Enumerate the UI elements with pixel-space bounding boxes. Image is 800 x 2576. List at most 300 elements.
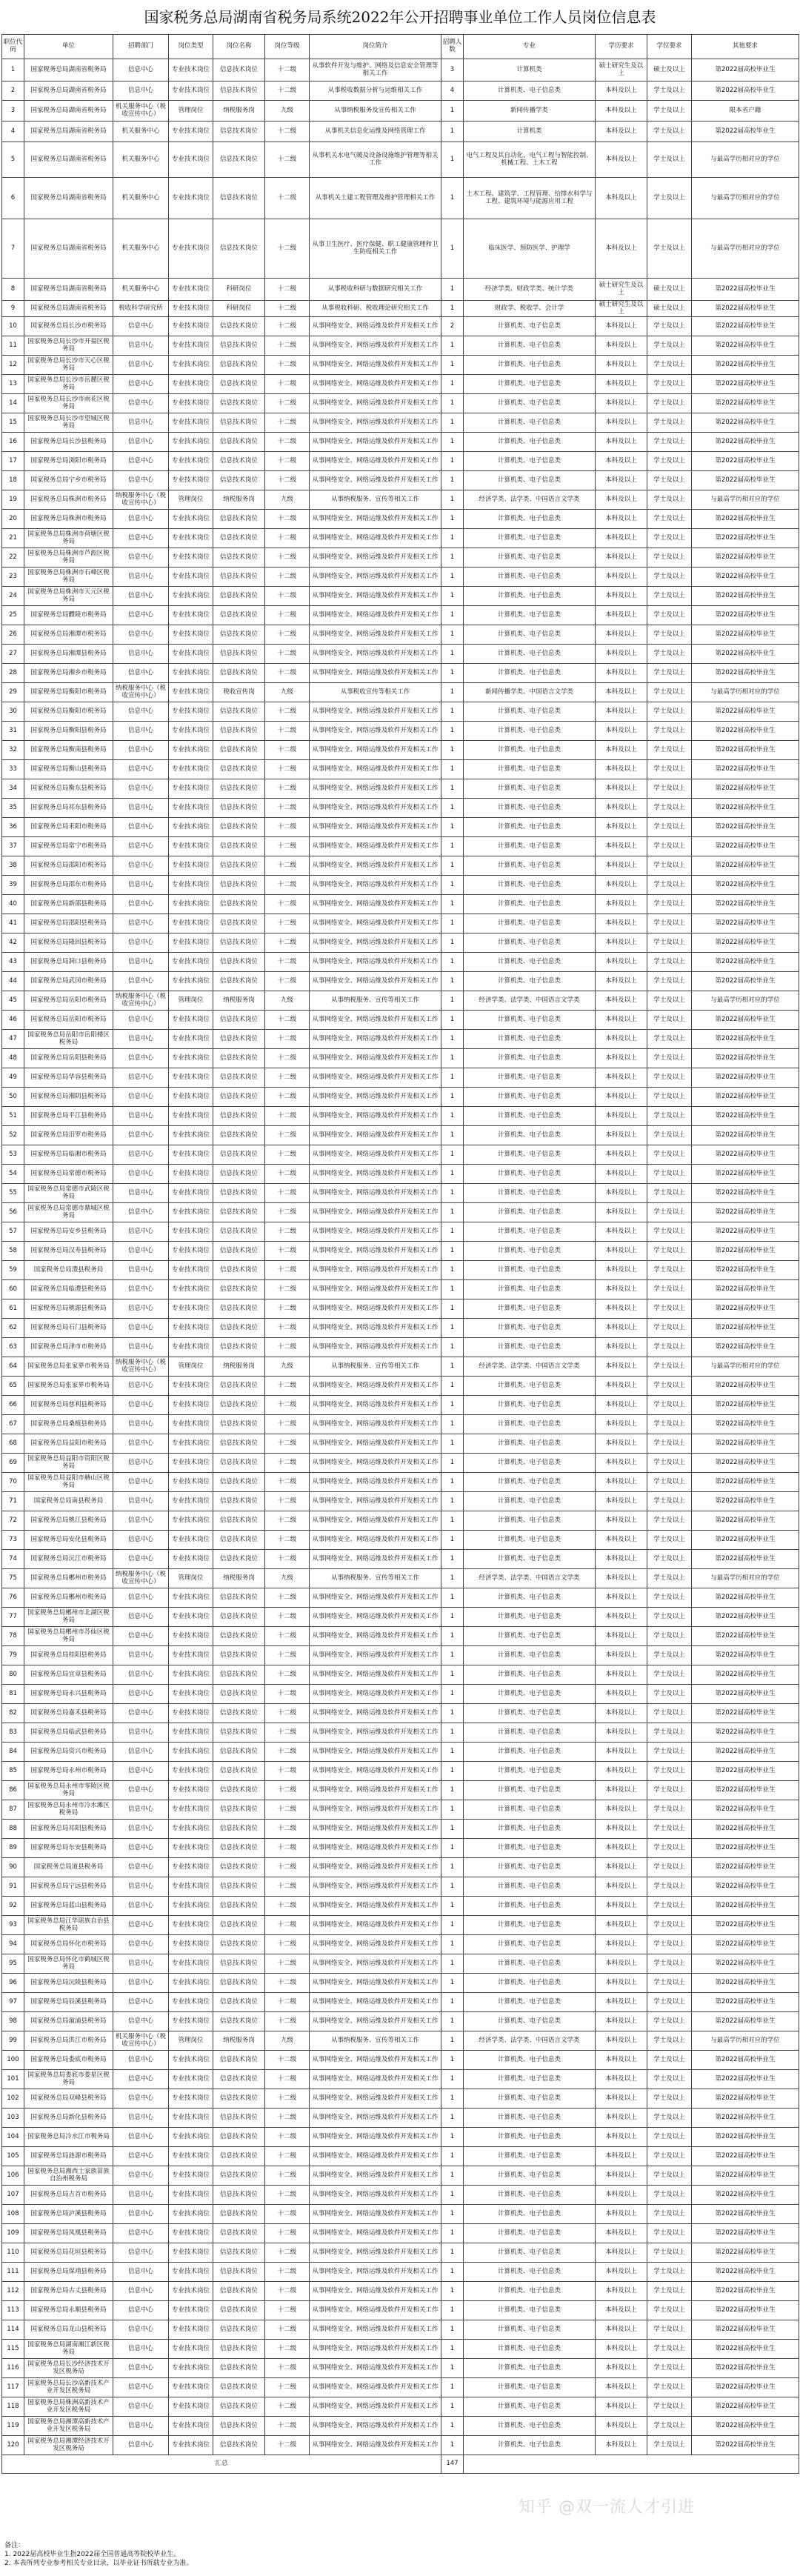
cell-unit: 国家税务总局湖南省税务局 xyxy=(24,301,113,317)
cell-headcount: 1 xyxy=(441,1704,464,1723)
cell-department: 信息中心 xyxy=(113,336,169,356)
cell-post-level: 十二级 xyxy=(265,779,310,799)
cell-post-name: 信息技术岗位 xyxy=(213,741,265,760)
cell-major: 计算机类、电子信息类 xyxy=(464,81,596,101)
cell-other-requirements: 与最高学历相对应的学位 xyxy=(692,142,799,178)
cell-major: 计算机类、电子信息类 xyxy=(464,2205,596,2224)
cell-post-level: 十二级 xyxy=(265,818,310,837)
cell-education: 本科及以上 xyxy=(596,1993,647,2012)
cell-code: 69 xyxy=(2,1454,24,1473)
cell-department: 信息中心 xyxy=(113,1299,169,1319)
cell-code: 118 xyxy=(2,2397,24,2417)
cell-post-name: 信息技术岗位 xyxy=(213,1974,265,1993)
cell-education: 本科及以上 xyxy=(596,122,647,142)
cell-post-level: 十二级 xyxy=(265,2436,310,2455)
cell-headcount: 1 xyxy=(441,914,464,933)
cell-education: 本科及以上 xyxy=(596,1858,647,1877)
cell-post-description: 从事网络安全、网络运维及软件开发相关工作 xyxy=(310,1974,441,1993)
cell-department: 信息中心 xyxy=(113,1839,169,1858)
cell-major: 计算机类、电子信息类 xyxy=(464,1877,596,1897)
cell-headcount: 1 xyxy=(441,1897,464,1916)
cell-other-requirements: 第2022届高校毕业生 xyxy=(692,2340,799,2359)
cell-education: 本科及以上 xyxy=(596,2186,647,2205)
cell-unit: 国家税务总局永州市零陵区税务局 xyxy=(24,1781,113,1800)
cell-headcount: 1 xyxy=(441,1126,464,1145)
cell-education: 本科及以上 xyxy=(596,471,647,490)
cell-headcount: 1 xyxy=(441,2205,464,2224)
cell-post-description: 从事网络安全、网络运维及软件开发相关工作 xyxy=(310,895,441,914)
cell-other-requirements: 第2022届高校毕业生 xyxy=(692,81,799,101)
cell-major: 计算机类、电子信息类 xyxy=(464,972,596,991)
cell-major: 计算机类、电子信息类 xyxy=(464,1299,596,1319)
cell-post-type: 专业技术岗位 xyxy=(169,1068,213,1088)
cell-post-name: 信息技术岗位 xyxy=(213,317,265,336)
table-row xyxy=(2,142,799,178)
cell-department: 纳税服务中心（税收宣传中心） xyxy=(113,490,169,510)
table-row xyxy=(2,683,799,702)
cell-code: 85 xyxy=(2,1762,24,1781)
cell-post-name: 信息技术岗位 xyxy=(213,336,265,356)
cell-unit: 国家税务总局武冈市税务局 xyxy=(24,972,113,991)
cell-post-description: 从事网络安全、网络运维及软件开发相关工作 xyxy=(310,1954,441,1974)
cell-post-description: 从事网络安全、网络运维及软件开发相关工作 xyxy=(310,1743,441,1762)
cell-department: 信息中心 xyxy=(113,1434,169,1454)
cell-post-name: 信息技术岗位 xyxy=(213,1877,265,1897)
cell-headcount: 1 xyxy=(441,1377,464,1396)
cell-unit: 国家税务总局郴州市北湖区税务局 xyxy=(24,1608,113,1627)
cell-education: 本科及以上 xyxy=(596,2205,647,2224)
cell-post-type: 专业技术岗位 xyxy=(169,702,213,722)
table-row xyxy=(2,587,799,606)
cell-unit: 国家税务总局长沙市开福区税务局 xyxy=(24,336,113,356)
cell-degree: 学士及以上 xyxy=(647,1877,692,1897)
cell-degree: 学士及以上 xyxy=(647,1396,692,1415)
cell-post-name: 信息技术岗位 xyxy=(213,1781,265,1800)
cell-degree: 学士及以上 xyxy=(647,2070,692,2089)
cell-post-description: 从事网络安全、网络运维及软件开发相关工作 xyxy=(310,2282,441,2301)
cell-post-level: 十二级 xyxy=(265,2166,310,2186)
cell-post-type: 专业技术岗位 xyxy=(169,2340,213,2359)
cell-department: 信息中心 xyxy=(113,2417,169,2436)
cell-other-requirements: 第2022届高校毕业生 xyxy=(692,1781,799,1800)
cell-post-name: 信息技术岗位 xyxy=(213,2012,265,2031)
cell-headcount: 1 xyxy=(441,1415,464,1434)
cell-other-requirements: 第2022届高校毕业生 xyxy=(692,664,799,683)
cell-education: 本科及以上 xyxy=(596,568,647,587)
cell-post-name: 信息技术岗位 xyxy=(213,1088,265,1107)
table-row xyxy=(2,1377,799,1396)
cell-department: 信息中心 xyxy=(113,702,169,722)
cell-code: 114 xyxy=(2,2320,24,2340)
cell-degree: 学士及以上 xyxy=(647,1839,692,1858)
cell-headcount: 1 xyxy=(441,2320,464,2340)
cell-post-type: 专业技术岗位 xyxy=(169,1877,213,1897)
cell-department: 信息中心 xyxy=(113,1145,169,1165)
cell-major: 计算机类、电子信息类 xyxy=(464,1184,596,1203)
cell-post-level: 十二级 xyxy=(265,606,310,625)
cell-education: 本科及以上 xyxy=(596,2012,647,2031)
cell-post-description: 从事网络安全、网络运维及软件开发相关工作 xyxy=(310,510,441,529)
cell-department: 机关服务中心 xyxy=(113,122,169,142)
cell-post-name: 信息技术岗位 xyxy=(213,799,265,818)
cell-department: 信息中心 xyxy=(113,413,169,433)
cell-post-type: 专业技术岗位 xyxy=(169,818,213,837)
cell-degree: 学士及以上 xyxy=(647,1011,692,1030)
cell-post-level: 十二级 xyxy=(265,433,310,452)
cell-education: 本科及以上 xyxy=(596,413,647,433)
cell-code: 13 xyxy=(2,375,24,394)
cell-post-name: 信息技术岗位 xyxy=(213,2359,265,2378)
cell-major: 计算机类、电子信息类 xyxy=(464,625,596,645)
cell-degree: 学士及以上 xyxy=(647,529,692,548)
cell-post-level: 十二级 xyxy=(265,1338,310,1357)
cell-department: 信息中心 xyxy=(113,1184,169,1203)
cell-department: 信息中心 xyxy=(113,760,169,779)
header-department: 招聘部门 xyxy=(113,35,169,59)
cell-headcount: 1 xyxy=(441,856,464,876)
cell-education: 本科及以上 xyxy=(596,2436,647,2455)
cell-post-name: 信息技术岗位 xyxy=(213,1511,265,1531)
cell-education: 本科及以上 xyxy=(596,2378,647,2397)
cell-post-description: 从事机关土建工程管理及维护管理相关工作 xyxy=(310,178,441,219)
cell-education: 本科及以上 xyxy=(596,1916,647,1935)
cell-post-type: 专业技术岗位 xyxy=(169,1993,213,2012)
cell-code: 18 xyxy=(2,471,24,490)
table-row xyxy=(2,1126,799,1145)
cell-headcount: 1 xyxy=(441,645,464,664)
cell-headcount: 1 xyxy=(441,876,464,895)
cell-degree: 学士及以上 xyxy=(647,2186,692,2205)
cell-unit: 国家税务总局怀化市鹤城区税务局 xyxy=(24,1954,113,1974)
cell-post-description: 从事网络安全、网络运维及软件开发相关工作 xyxy=(310,914,441,933)
cell-post-description: 从事网络安全、网络运维及软件开发相关工作 xyxy=(310,1935,441,1954)
cell-post-name: 信息技术岗位 xyxy=(213,1299,265,1319)
cell-major: 新闻传播学类、中国语言文学类 xyxy=(464,683,596,702)
cell-major: 计算机类、电子信息类 xyxy=(464,1242,596,1261)
cell-post-level: 十二级 xyxy=(265,625,310,645)
cell-degree: 学士及以上 xyxy=(647,1627,692,1646)
cell-unit: 国家税务总局永州市税务局 xyxy=(24,1762,113,1781)
cell-department: 信息中心 xyxy=(113,1011,169,1030)
cell-unit: 国家税务总局汉寿县税务局 xyxy=(24,1242,113,1261)
cell-code: 68 xyxy=(2,1434,24,1454)
cell-major: 经济学类、法学类、中国语言文学类 xyxy=(464,1357,596,1377)
cell-post-description: 从事网络安全、网络运维及软件开发相关工作 xyxy=(310,606,441,625)
table-row xyxy=(2,760,799,779)
table-row xyxy=(2,1088,799,1107)
cell-degree: 学士及以上 xyxy=(647,1030,692,1049)
cell-post-name: 信息技术岗位 xyxy=(213,2224,265,2243)
cell-major: 计算机类、电子信息类 xyxy=(464,664,596,683)
cell-code: 76 xyxy=(2,1588,24,1608)
cell-major: 计算机类、电子信息类 xyxy=(464,799,596,818)
header-other-requirements: 其他要求 xyxy=(692,35,799,59)
cell-other-requirements: 第2022届高校毕业生 xyxy=(692,2243,799,2263)
cell-major: 计算机类、电子信息类 xyxy=(464,1319,596,1338)
cell-post-type: 专业技术岗位 xyxy=(169,178,213,219)
cell-unit: 国家税务总局郴州市税务局 xyxy=(24,1569,113,1588)
cell-post-type: 专业技术岗位 xyxy=(169,2089,213,2109)
cell-code: 49 xyxy=(2,1068,24,1088)
table-row xyxy=(2,433,799,452)
cell-department: 信息中心 xyxy=(113,452,169,471)
cell-education: 本科及以上 xyxy=(596,1145,647,1165)
cell-major: 计算机类、电子信息类 xyxy=(464,1685,596,1704)
cell-major: 计算机类、电子信息类 xyxy=(464,1839,596,1858)
cell-department: 信息中心 xyxy=(113,433,169,452)
cell-headcount: 1 xyxy=(441,2436,464,2455)
cell-unit: 国家税务总局浏阳市税务局 xyxy=(24,452,113,471)
cell-education: 本科及以上 xyxy=(596,1492,647,1511)
cell-other-requirements: 第2022届高校毕业生 xyxy=(692,1743,799,1762)
cell-post-level: 十二级 xyxy=(265,394,310,413)
cell-degree: 学士及以上 xyxy=(647,2397,692,2417)
cell-post-description: 从事网络安全、网络运维及软件开发相关工作 xyxy=(310,2359,441,2378)
cell-post-name: 信息技术岗位 xyxy=(213,2128,265,2147)
cell-other-requirements: 第2022届高校毕业生 xyxy=(692,122,799,142)
cell-major: 计算机类、电子信息类 xyxy=(464,2128,596,2147)
cell-headcount: 1 xyxy=(441,2051,464,2070)
cell-post-type: 专业技术岗位 xyxy=(169,1531,213,1550)
table-row xyxy=(2,991,799,1011)
cell-post-description: 从事网络安全、网络运维及软件开发相关工作 xyxy=(310,856,441,876)
cell-major: 计算机类、电子信息类 xyxy=(464,953,596,972)
cell-post-name: 信息技术岗位 xyxy=(213,178,265,219)
cell-department: 信息中心 xyxy=(113,1203,169,1222)
cell-degree: 学士及以上 xyxy=(647,1222,692,1242)
cell-department: 信息中心 xyxy=(113,529,169,548)
cell-unit: 国家税务总局永兴县税务局 xyxy=(24,1685,113,1704)
cell-major: 计算机类、电子信息类 xyxy=(464,1627,596,1646)
cell-education: 本科及以上 xyxy=(596,1531,647,1550)
cell-post-name: 信息技术岗位 xyxy=(213,2166,265,2186)
cell-headcount: 1 xyxy=(441,1357,464,1377)
cell-post-level: 九级 xyxy=(265,683,310,702)
cell-post-level: 九级 xyxy=(265,101,310,122)
cell-unit: 国家税务总局邵阳县税务局 xyxy=(24,914,113,933)
table-row xyxy=(2,1781,799,1800)
cell-post-type: 专业技术岗位 xyxy=(169,625,213,645)
cell-headcount: 1 xyxy=(441,122,464,142)
cell-post-level: 十二级 xyxy=(265,933,310,953)
table-row xyxy=(2,375,799,394)
cell-education: 本科及以上 xyxy=(596,2147,647,2166)
cell-post-level: 十二级 xyxy=(265,2397,310,2417)
cell-major: 电气工程及其自动化、电气工程与智能控制、机械工程、土木工程 xyxy=(464,142,596,178)
cell-headcount: 1 xyxy=(441,1993,464,2012)
cell-code: 112 xyxy=(2,2282,24,2301)
cell-unit: 国家税务总局安乡县税务局 xyxy=(24,1222,113,1242)
cell-degree: 学士及以上 xyxy=(647,2128,692,2147)
cell-post-level: 十二级 xyxy=(265,1068,310,1088)
cell-code: 36 xyxy=(2,818,24,837)
cell-post-description: 从事网络安全、网络运维及软件开发相关工作 xyxy=(310,1627,441,1646)
cell-major: 计算机类、电子信息类 xyxy=(464,1820,596,1839)
cell-education: 本科及以上 xyxy=(596,1319,647,1338)
cell-post-level: 十二级 xyxy=(265,122,310,142)
cell-other-requirements: 与最高学历相对应的学位 xyxy=(692,1357,799,1377)
table-row xyxy=(2,2205,799,2224)
cell-post-level: 十二级 xyxy=(265,1203,310,1222)
cell-post-level: 十二级 xyxy=(265,1222,310,1242)
cell-post-description: 从事网络安全、网络运维及软件开发相关工作 xyxy=(310,1030,441,1049)
cell-major: 计算机类、电子信息类 xyxy=(464,606,596,625)
cell-code: 10 xyxy=(2,317,24,336)
cell-other-requirements: 第2022届高校毕业生 xyxy=(692,606,799,625)
table-row xyxy=(2,1396,799,1415)
cell-unit: 国家税务总局衡南县税务局 xyxy=(24,741,113,760)
cell-other-requirements: 第2022届高校毕业生 xyxy=(692,1608,799,1627)
cell-other-requirements: 第2022届高校毕业生 xyxy=(692,336,799,356)
cell-post-name: 信息技术岗位 xyxy=(213,1242,265,1261)
cell-department: 信息中心 xyxy=(113,1954,169,1974)
cell-major: 计算机类、电子信息类 xyxy=(464,1415,596,1434)
cell-post-name: 信息技术岗位 xyxy=(213,876,265,895)
table-row xyxy=(2,1820,799,1839)
table-row xyxy=(2,953,799,972)
cell-headcount: 1 xyxy=(441,933,464,953)
cell-department: 信息中心 xyxy=(113,1088,169,1107)
cell-post-level: 十二级 xyxy=(265,529,310,548)
cell-other-requirements: 第2022届高校毕业生 xyxy=(692,722,799,741)
table-row xyxy=(2,413,799,433)
cell-unit: 国家税务总局湘西土家族苗族自治州税务局 xyxy=(24,2166,113,2186)
cell-post-level: 十二级 xyxy=(265,1800,310,1820)
cell-degree: 学士及以上 xyxy=(647,702,692,722)
cell-post-description: 从事网络安全、网络运维及软件开发相关工作 xyxy=(310,1531,441,1550)
cell-headcount: 1 xyxy=(441,1454,464,1473)
cell-code: 38 xyxy=(2,856,24,876)
cell-code: 117 xyxy=(2,2378,24,2397)
cell-headcount: 1 xyxy=(441,1858,464,1877)
cell-post-level: 十二级 xyxy=(265,972,310,991)
cell-post-type: 专业技术岗位 xyxy=(169,452,213,471)
cell-degree: 学士及以上 xyxy=(647,2224,692,2243)
cell-code: 78 xyxy=(2,1627,24,1646)
cell-other-requirements: 第2022届高校毕业生 xyxy=(692,1319,799,1338)
cell-code: 59 xyxy=(2,1261,24,1280)
cell-unit: 国家税务总局湘潭高新技术产业开发区税务局 xyxy=(24,2417,113,2436)
cell-unit: 国家税务总局常德市税务局 xyxy=(24,1165,113,1184)
cell-department: 信息中心 xyxy=(113,510,169,529)
cell-code: 2 xyxy=(2,81,24,101)
cell-post-level: 九级 xyxy=(265,2031,310,2051)
cell-major: 计算机类、电子信息类 xyxy=(464,433,596,452)
cell-post-name: 信息技术岗位 xyxy=(213,1011,265,1030)
cell-post-level: 十二级 xyxy=(265,741,310,760)
cell-major: 计算机类、电子信息类 xyxy=(464,2070,596,2089)
table-row xyxy=(2,1704,799,1723)
cell-degree: 学士及以上 xyxy=(647,1242,692,1261)
table-row xyxy=(2,2263,799,2282)
cell-code: 92 xyxy=(2,1897,24,1916)
cell-code: 73 xyxy=(2,1531,24,1550)
cell-unit: 国家税务总局南县税务局 xyxy=(24,1492,113,1511)
cell-major: 计算机类、电子信息类 xyxy=(464,1473,596,1492)
cell-post-level: 十二级 xyxy=(265,799,310,818)
cell-code: 33 xyxy=(2,760,24,779)
cell-department: 信息中心 xyxy=(113,1897,169,1916)
table-row xyxy=(2,856,799,876)
cell-education: 本科及以上 xyxy=(596,972,647,991)
cell-code: 70 xyxy=(2,1473,24,1492)
cell-post-type: 专业技术岗位 xyxy=(169,972,213,991)
cell-unit: 国家税务总局安化县税务局 xyxy=(24,1531,113,1550)
table-row xyxy=(2,1877,799,1897)
cell-post-name: 信息技术岗位 xyxy=(213,2089,265,2109)
cell-department: 信息中心 xyxy=(113,2070,169,2089)
cell-major: 计算机类、电子信息类 xyxy=(464,1511,596,1531)
cell-degree: 学士及以上 xyxy=(647,2109,692,2128)
cell-post-description: 从事网络安全、网络运维及软件开发相关工作 xyxy=(310,375,441,394)
cell-post-name: 信息技术岗位 xyxy=(213,645,265,664)
cell-post-name: 信息技术岗位 xyxy=(213,1184,265,1203)
cell-post-level: 十二级 xyxy=(265,587,310,606)
cell-post-description: 从事网络安全、网络运维及软件开发相关工作 xyxy=(310,2320,441,2340)
cell-post-level: 十二级 xyxy=(265,2186,310,2205)
cell-post-name: 信息技术岗位 xyxy=(213,1280,265,1299)
cell-other-requirements: 第2022届高校毕业生 xyxy=(692,279,799,301)
cell-education: 本科及以上 xyxy=(596,741,647,760)
cell-major: 计算机类、电子信息类 xyxy=(464,375,596,394)
cell-other-requirements: 第2022届高校毕业生 xyxy=(692,1165,799,1184)
cell-other-requirements: 第2022届高校毕业生 xyxy=(692,2205,799,2224)
cell-post-type: 专业技术岗位 xyxy=(169,1550,213,1569)
cell-post-type: 专业技术岗位 xyxy=(169,2397,213,2417)
cell-other-requirements: 第2022届高校毕业生 xyxy=(692,356,799,375)
notes xyxy=(4,2541,797,2568)
cell-post-type: 专业技术岗位 xyxy=(169,2263,213,2282)
cell-post-level: 十二级 xyxy=(265,1935,310,1954)
cell-degree: 学士及以上 xyxy=(647,1107,692,1126)
cell-post-level: 十二级 xyxy=(265,1107,310,1126)
cell-post-name: 信息技术岗位 xyxy=(213,356,265,375)
cell-post-description: 从事网络安全、网络运维及软件开发相关工作 xyxy=(310,336,441,356)
cell-post-name: 信息技术岗位 xyxy=(213,1608,265,1627)
cell-post-description: 从事网络安全、网络运维及软件开发相关工作 xyxy=(310,1492,441,1511)
cell-post-level: 十二级 xyxy=(265,2243,310,2263)
table-row xyxy=(2,1839,799,1858)
cell-degree: 学士及以上 xyxy=(647,1203,692,1222)
cell-headcount: 1 xyxy=(441,1800,464,1820)
cell-education: 本科及以上 xyxy=(596,1897,647,1916)
cell-major: 计算机类、电子信息类 xyxy=(464,2147,596,2166)
cell-major: 计算机类、电子信息类 xyxy=(464,336,596,356)
cell-post-name: 信息技术岗位 xyxy=(213,2340,265,2359)
cell-degree: 学士及以上 xyxy=(647,1068,692,1088)
cell-code: 65 xyxy=(2,1377,24,1396)
cell-education: 本科及以上 xyxy=(596,1608,647,1627)
cell-code: 91 xyxy=(2,1877,24,1897)
cell-unit: 国家税务总局长沙市岳麓区税务局 xyxy=(24,375,113,394)
cell-post-name: 信息技术岗位 xyxy=(213,1377,265,1396)
cell-post-level: 十二级 xyxy=(265,2012,310,2031)
cell-post-name: 纳税服务岗 xyxy=(213,101,265,122)
cell-department: 信息中心 xyxy=(113,2397,169,2417)
cell-code: 14 xyxy=(2,394,24,413)
cell-post-level: 十二级 xyxy=(265,2070,310,2089)
cell-post-description: 从事网络安全、网络运维及软件开发相关工作 xyxy=(310,1338,441,1357)
cell-other-requirements: 第2022届高校毕业生 xyxy=(692,1299,799,1319)
cell-code: 80 xyxy=(2,1665,24,1685)
cell-education: 本科及以上 xyxy=(596,1165,647,1184)
header-post-name: 岗位名称 xyxy=(213,35,265,59)
cell-education: 本科及以上 xyxy=(596,452,647,471)
positions-table xyxy=(1,34,799,2474)
cell-unit: 国家税务总局沅陵县税务局 xyxy=(24,1974,113,1993)
cell-major: 计算机类、电子信息类 xyxy=(464,1126,596,1145)
cell-other-requirements: 第2022届高校毕业生 xyxy=(692,2263,799,2282)
